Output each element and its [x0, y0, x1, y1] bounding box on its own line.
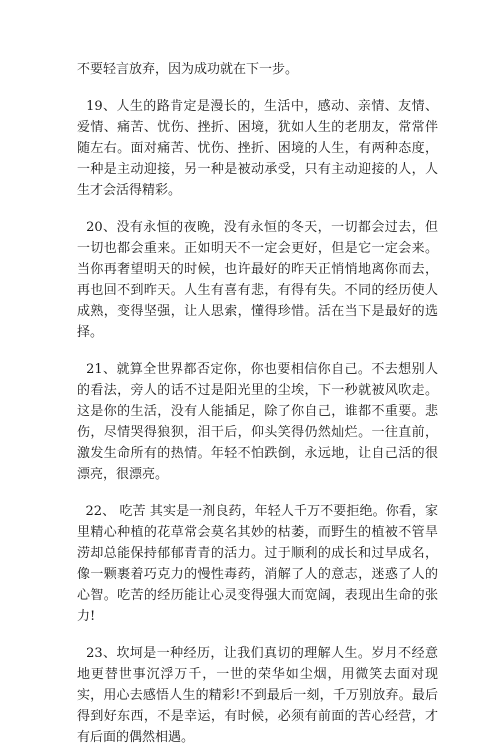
paragraph-19: 19、人生的路肯定是漫长的，生活中，感动、亲情、友情、爱情、痛苦、忧伤、挫折、困境，犹如人生的老朋友，常常伴随左右。面对痛苦、忧伤、挫折、困境的人生，有两种态度，一种是主动迎接，另一种是被动承受，只有主动迎接的人，人生才会活得精彩。 — [77, 99, 438, 198]
paragraph-intro: 不要轻言放弃，因为成功就在下一步。 — [77, 62, 299, 77]
paragraph-23: 23、坎坷是一种经历，让我们真切的理解人生。岁月不经意地更替世事沉浮万千，一世的荣华如尘烟，用微笑去面对现实，用心去感悟人生的精彩!不到最后一刻，千万别放弃。最后得到好东西，不是幸运，有时候，必须有前面的苦心经营，才有后面的偶然相遇。 — [77, 646, 438, 745]
paragraph-21: 21、就算全世界都否定你，你也要相信你自己。不去想别人的看法，旁人的话不过是阳光里的尘埃，下一秒就被风吹走。这是你的生活，没有人能插足，除了你自己，谁都不重要。悲伤，尽情哭得狼狈，泪干后，仰头笑得仍然灿烂。一往直前，激发生命所有的热情。年轻不怕跌倒，永远地，让自己活的很漂亮，很漂亮。 — [77, 362, 438, 482]
paragraph-22: 22、 吃苦 其实是一剂良药，年轻人千万不要拒绝。你看，家里精心种植的花草常会莫名其妙的枯萎，而野生的植被不管旱涝却总能保持郁郁青青的活力。过于顺利的成长和过早成名，像一颗裹着巧克力的慢性毒药，消解了人的意志，迷惑了人的心智。吃苦的经历能让心灵变得强大而宽阔，表现出生命的张力! — [77, 504, 438, 624]
paragraph-20: 20、没有永恒的夜晚，没有永恒的冬天，一切都会过去，但一切也都会重来。正如明天不一定会更好，但是它一定会来。当你再奢望明天的时候，也许最好的昨天正悄悄地离你而去，再也回不到昨天。人生有喜有悲，有得有失。不同的经历使人成熟，变得坚强，让人思索，懂得珍惜。活在当下是最好的选择。 — [77, 220, 438, 340]
